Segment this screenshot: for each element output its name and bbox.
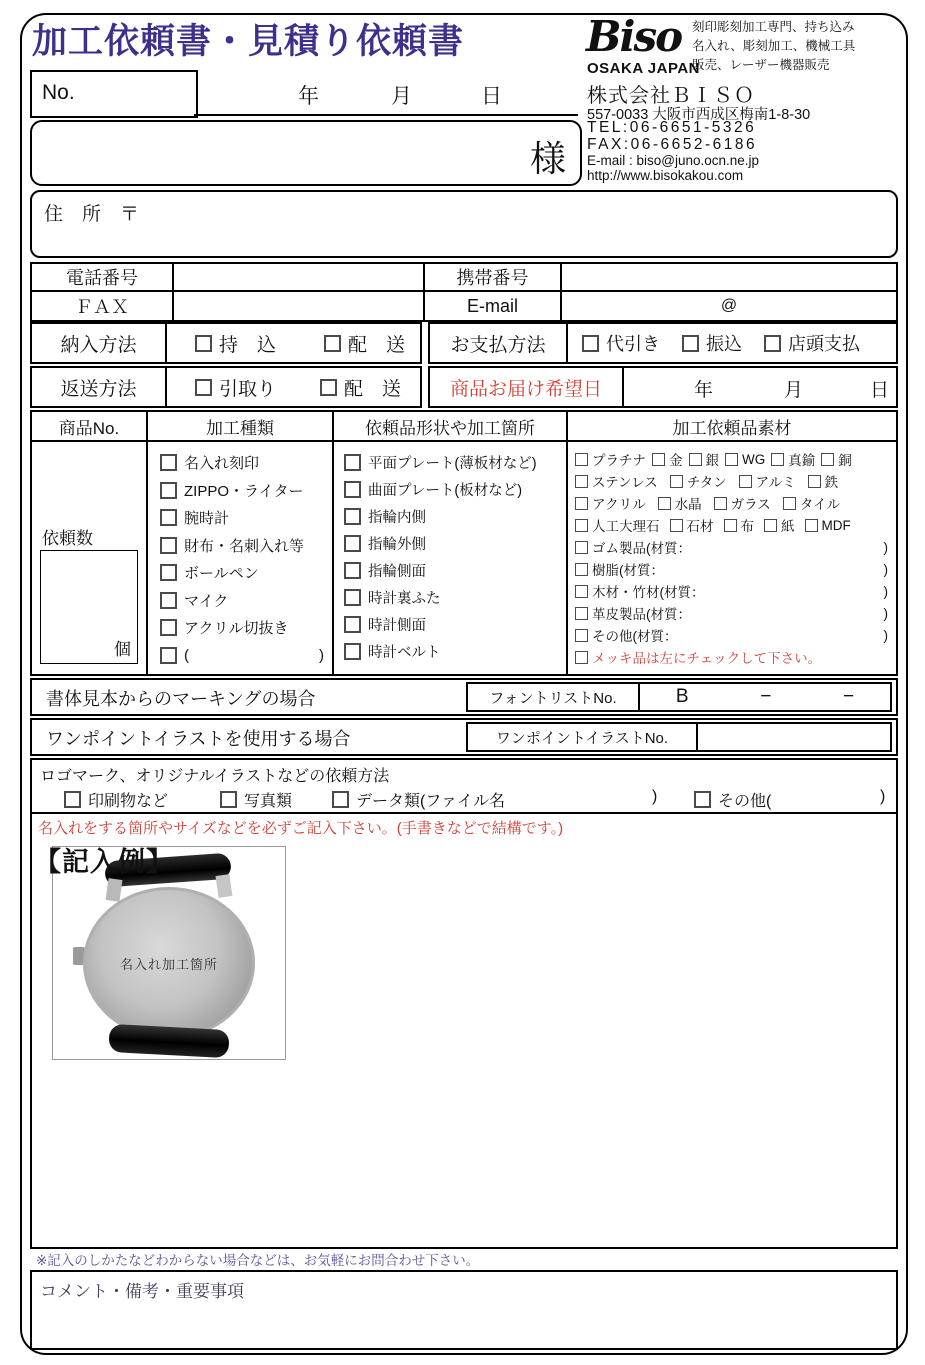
- comment-label: コメント・備考・重要事項: [40, 1282, 244, 1301]
- checkbox[interactable]: [320, 379, 337, 396]
- quantity-label: 依頼数: [42, 529, 93, 548]
- desired-year-label: 年: [694, 380, 714, 401]
- option-label: MDF: [821, 517, 851, 533]
- checkbox[interactable]: [575, 563, 588, 576]
- logo-opt-print: [64, 788, 168, 811]
- option-label: 代引き: [606, 334, 660, 354]
- material-line-2: [575, 471, 888, 491]
- paren-close: ): [883, 583, 888, 599]
- option-label: 指輪内側: [368, 510, 426, 526]
- illust-row-label: ワンポイントイラストを使用する場合: [46, 729, 351, 749]
- checkbox[interactable]: [160, 619, 177, 636]
- font-no-part: −: [843, 686, 855, 707]
- option-label: 名入れ刻印: [184, 455, 260, 472]
- shape-item: [344, 560, 562, 581]
- shape-item: [344, 533, 562, 554]
- header-product-no: 商品No.: [32, 412, 148, 442]
- paren-close: ): [883, 605, 888, 621]
- delivery-options: [167, 330, 420, 357]
- material-plating-note-row: [575, 647, 888, 667]
- company-tagline: [692, 18, 855, 74]
- desired-date-box: [428, 366, 898, 408]
- material-item: [575, 515, 660, 535]
- option-label: 配 送: [348, 334, 406, 356]
- option-label: 金: [669, 453, 683, 468]
- watch-lug-right: [216, 874, 233, 898]
- checkbox[interactable]: [682, 335, 699, 352]
- checkbox[interactable]: [694, 791, 711, 808]
- company-email: E-mail : biso@juno.ocn.ne.jp: [587, 153, 760, 168]
- logo-opt-other-close: ): [880, 788, 886, 805]
- payment-options: [568, 330, 896, 356]
- order-no-box[interactable]: [30, 70, 198, 118]
- material-item: [652, 449, 683, 469]
- checkbox[interactable]: [344, 508, 361, 525]
- option-label: 時計ベルト: [368, 645, 441, 661]
- material-item: [771, 449, 815, 469]
- desired-month-label: 月: [784, 380, 804, 401]
- checkbox[interactable]: [575, 475, 588, 488]
- option-label: ガラス: [730, 497, 771, 512]
- option-label: アルミ: [755, 475, 796, 490]
- checkbox[interactable]: [575, 453, 588, 466]
- checkbox[interactable]: [344, 643, 361, 660]
- process-type-item: [160, 480, 326, 501]
- material-line-1: [575, 449, 888, 469]
- option-label: ボールペン: [184, 565, 259, 582]
- return-option: [320, 374, 401, 401]
- option-label: 人工大理石: [592, 519, 660, 534]
- comment-box[interactable]: [30, 1270, 898, 1350]
- checkbox[interactable]: [344, 454, 361, 471]
- paren-close: ): [883, 539, 888, 555]
- company-fax: FAX:06-6652-6186: [587, 136, 758, 153]
- option-label: 石材: [686, 519, 714, 534]
- checkbox[interactable]: [658, 497, 671, 510]
- checkbox[interactable]: [220, 791, 237, 808]
- watch-case-back: [83, 887, 255, 1039]
- illust-no-value[interactable]: [698, 724, 890, 750]
- shape-item: [344, 452, 562, 473]
- checkbox[interactable]: [575, 629, 588, 642]
- checkbox[interactable]: [725, 453, 738, 466]
- material-item: [670, 515, 714, 535]
- checkbox[interactable]: [582, 335, 599, 352]
- company-address: 557-0033 大阪市西成区梅南1-8-30: [587, 107, 811, 123]
- checkbox[interactable]: [160, 537, 177, 554]
- email-label: E-mail: [425, 292, 562, 320]
- checkbox[interactable]: [764, 519, 777, 532]
- option-label: チタン: [686, 475, 727, 490]
- checkbox[interactable]: [195, 379, 212, 396]
- material-item: [821, 449, 852, 469]
- material-item: [739, 471, 796, 491]
- material-line-leather: [575, 603, 888, 623]
- option-label: 指輪側面: [368, 564, 426, 580]
- date-year-label: 年: [298, 85, 319, 108]
- addressee-suffix: 様: [529, 138, 566, 179]
- logo-opt-data: [332, 788, 505, 811]
- checkbox[interactable]: [344, 562, 361, 579]
- checkbox[interactable]: [160, 592, 177, 609]
- tagline-line: 販売、レーザー機器販売: [692, 57, 830, 72]
- option-label: マイク: [184, 592, 229, 610]
- logo-opt-other: [694, 788, 771, 811]
- material-item: [808, 471, 839, 491]
- option-label: 印刷物など: [88, 793, 169, 810]
- addressee-box[interactable]: [30, 120, 582, 186]
- option-label: 持 込: [219, 334, 277, 356]
- checkbox[interactable]: [160, 482, 177, 499]
- option-label: タイル: [799, 497, 840, 512]
- material-line-wood: [575, 581, 888, 601]
- shape-cell: [334, 442, 568, 674]
- date-month-label: 月: [391, 85, 412, 108]
- payment-option: [682, 330, 742, 356]
- font-list-no-value[interactable]: [640, 686, 890, 708]
- option-label: 革皮製品(材質：: [592, 607, 691, 622]
- return-option: [195, 374, 276, 401]
- checkbox[interactable]: [332, 791, 349, 808]
- delivery-label: 納入方法: [32, 324, 167, 362]
- checkbox[interactable]: [575, 541, 588, 554]
- process-type-cell: [148, 442, 334, 674]
- checkbox[interactable]: [195, 335, 212, 352]
- option-label: アクリル切抜き: [184, 620, 289, 637]
- logo-section-title: ロゴマーク、オリジナルイラストなどの依頼方法: [40, 768, 390, 785]
- desired-day-label: 日: [870, 380, 890, 401]
- contact-table: [30, 262, 898, 322]
- option-label: 樹脂(材質：: [592, 563, 664, 578]
- material-item: [783, 493, 840, 513]
- shape-item: [344, 587, 562, 608]
- material-line-resin: [575, 559, 888, 579]
- checkbox[interactable]: [724, 519, 737, 532]
- company-tel: TEL:06-6651-5326: [587, 119, 757, 136]
- quantity-input-box[interactable]: [40, 550, 138, 664]
- option-label: WG: [742, 451, 766, 467]
- engraving-area-box[interactable]: [30, 812, 898, 1249]
- company-website: http://www.bisokakou.com: [587, 168, 744, 183]
- header-material: 加工依頼品素材: [568, 412, 896, 442]
- option-label: 紙: [781, 519, 795, 534]
- return-label: 返送方法: [32, 368, 167, 406]
- material-item: [575, 493, 646, 513]
- process-type-item: [160, 452, 326, 473]
- quantity-cell: [32, 442, 148, 674]
- header-process-type: 加工種類: [148, 412, 334, 442]
- option-label: ステンレス: [592, 475, 658, 490]
- option-label: 配 送: [344, 378, 402, 400]
- option-label: 時計裏ふた: [368, 591, 441, 607]
- checkbox[interactable]: [771, 453, 784, 466]
- return-method-box: [30, 366, 422, 408]
- material-item: [689, 449, 720, 469]
- watch-lug-left: [106, 878, 123, 902]
- illust-no-label: ワンポイントイラストNo.: [468, 724, 698, 750]
- material-cell: [568, 442, 896, 674]
- option-label: 平面プレート(薄板材など): [368, 456, 537, 472]
- illustration-row: [30, 718, 898, 756]
- checkbox[interactable]: [764, 335, 781, 352]
- material-line-4: [575, 515, 888, 535]
- process-type-item: [160, 535, 326, 556]
- delivery-option: [195, 330, 276, 357]
- checkbox[interactable]: [575, 519, 588, 532]
- option-label: 指輪外側: [368, 537, 426, 553]
- logo-request-section: [30, 758, 898, 816]
- material-item: [658, 493, 702, 513]
- option-label: 引取り: [219, 378, 277, 400]
- tagline-line: 刻印彫刻加工専門、持ち込み: [692, 20, 855, 34]
- checkbox[interactable]: [652, 453, 665, 466]
- order-no-label: No.: [42, 81, 75, 104]
- header-shape: 依頼品形状や加工箇所: [334, 412, 568, 442]
- shape-item: [344, 641, 562, 662]
- option-label: 振込: [706, 334, 742, 354]
- option-label: 水晶: [674, 497, 702, 512]
- checkbox[interactable]: [344, 481, 361, 498]
- option-label: 銀: [705, 453, 719, 468]
- checkbox[interactable]: [575, 607, 588, 620]
- fax-label: ＦＡＸ: [32, 292, 174, 320]
- tagline-line: 名入れ、彫刻加工、機械工具: [692, 38, 856, 53]
- option-label: その他(: [718, 793, 772, 810]
- company-name: 株式会社ＢＩＳＯ: [587, 85, 755, 107]
- checkbox[interactable]: [714, 497, 727, 510]
- material-line-rubber: [575, 537, 888, 557]
- logo-opt-photo: [220, 788, 292, 811]
- font-list-no-label: フォントリストNo.: [468, 684, 640, 710]
- payment-method-box: [428, 322, 898, 364]
- return-options: [167, 374, 420, 401]
- option-label: 店頭支払: [788, 334, 860, 354]
- font-row-label: 書体見本からのマーキングの場合: [46, 689, 316, 709]
- option-label: 財布・名刺入れ等: [184, 537, 305, 555]
- checkbox[interactable]: [575, 585, 588, 598]
- shape-item: [344, 479, 562, 500]
- option-label: 写真類: [244, 793, 293, 810]
- checkbox[interactable]: [575, 651, 588, 664]
- material-item: [714, 493, 771, 513]
- font-no-part: B: [675, 686, 689, 707]
- option-label: 銅: [838, 453, 852, 468]
- watch-caption: 名入れ加工箇所: [119, 956, 218, 972]
- checkbox[interactable]: [670, 475, 683, 488]
- option-label: データ類(ファイル名: [356, 793, 506, 810]
- font-list-row: [30, 678, 898, 716]
- process-type-item: [160, 562, 326, 583]
- process-type-other-item: [160, 647, 326, 664]
- option-label: 時計側面: [368, 618, 426, 634]
- order-date-strip[interactable]: [194, 70, 578, 116]
- font-list-field: [466, 682, 892, 712]
- illust-field: [466, 722, 892, 752]
- process-type-item: [160, 590, 326, 611]
- checkbox[interactable]: [575, 497, 588, 510]
- material-item: [764, 515, 795, 535]
- checkbox[interactable]: [160, 647, 177, 664]
- quantity-unit-label: 個: [114, 640, 131, 659]
- option-label: ゴム製品(材質：: [592, 541, 691, 556]
- address-label: 住 所 〒: [44, 204, 140, 225]
- help-note: ※記入のしかたなどわからない場合などは、お気軽にお問合わせ下さい。: [36, 1253, 480, 1268]
- paren-close: ): [319, 647, 324, 664]
- desired-date-label: 商品お届け希望日: [430, 368, 624, 406]
- paren-open: (: [184, 647, 189, 664]
- option-label: 布: [740, 519, 754, 534]
- checkbox[interactable]: [344, 589, 361, 606]
- shape-item: [344, 506, 562, 527]
- company-logo-sub: OSAKA JAPAN: [587, 60, 701, 77]
- page-title: 加工依頼書・見積り依頼書: [32, 22, 465, 61]
- desired-date-fields[interactable]: [624, 368, 896, 406]
- material-item: [724, 515, 755, 535]
- process-type-item: [160, 507, 326, 528]
- checkbox[interactable]: [808, 475, 821, 488]
- option-label: 真鍮: [788, 453, 816, 468]
- company-block: [586, 12, 904, 186]
- material-item: [575, 449, 646, 469]
- logo-opt-data-close: ): [652, 788, 658, 805]
- checkbox[interactable]: [344, 616, 361, 633]
- checkbox[interactable]: [344, 535, 361, 552]
- watch-strap-bottom: [108, 1024, 229, 1058]
- checkbox[interactable]: [160, 509, 177, 526]
- material-item: [805, 518, 851, 533]
- shape-item: [344, 614, 562, 635]
- checkbox[interactable]: [689, 453, 702, 466]
- checkbox[interactable]: [64, 791, 81, 808]
- mobile-label: 携帯番号: [425, 264, 562, 292]
- checkbox[interactable]: [821, 453, 834, 466]
- email-value[interactable]: @: [720, 297, 738, 314]
- font-no-part: −: [760, 686, 772, 707]
- checkbox[interactable]: [805, 519, 818, 532]
- checkbox[interactable]: [160, 454, 177, 471]
- paren-close: ): [883, 561, 888, 577]
- example-label: 【記入例】: [34, 847, 174, 877]
- plating-note: メッキ品は左にチェックして下さい。: [592, 651, 822, 666]
- process-type-item: [160, 617, 326, 638]
- option-label: 腕時計: [184, 510, 230, 527]
- option-label: 鉄: [824, 475, 839, 490]
- company-logo: Biso: [586, 12, 682, 61]
- date-day-label: 日: [481, 85, 502, 108]
- delivery-method-box: [30, 322, 422, 364]
- customer-address-box[interactable]: [30, 190, 898, 258]
- checkbox[interactable]: [739, 475, 752, 488]
- payment-option: [582, 330, 660, 356]
- delivery-option: [324, 330, 405, 357]
- checkbox[interactable]: [783, 497, 796, 510]
- main-table: [30, 410, 898, 676]
- option-label: その他(材質：: [592, 629, 678, 644]
- option-label: プラチナ: [592, 453, 646, 468]
- option-label: 曲面プレート(板材など): [368, 483, 523, 499]
- payment-label: お支払方法: [430, 324, 568, 362]
- fax-value[interactable]: [174, 292, 425, 320]
- material-item: [725, 452, 765, 467]
- payment-option: [764, 330, 860, 356]
- material-line-other: [575, 625, 888, 645]
- material-item: [575, 471, 658, 491]
- fill-note: 名入れをする箇所やサイズなどを必ずご記入下さい。(手書きなどで結構です。): [38, 820, 564, 837]
- option-label: 木材・竹材(材質：: [592, 585, 705, 600]
- option-label: アクリル: [592, 497, 646, 512]
- mobile-value[interactable]: [562, 264, 896, 292]
- paren-close: ): [883, 627, 888, 643]
- phone-label: 電話番号: [32, 264, 174, 292]
- checkbox[interactable]: [160, 564, 177, 581]
- option-label: ZIPPO・ライター: [184, 482, 304, 500]
- material-item: [670, 471, 727, 491]
- checkbox[interactable]: [670, 519, 683, 532]
- phone-value[interactable]: [174, 264, 425, 292]
- checkbox[interactable]: [324, 335, 341, 352]
- material-line-3: [575, 493, 888, 513]
